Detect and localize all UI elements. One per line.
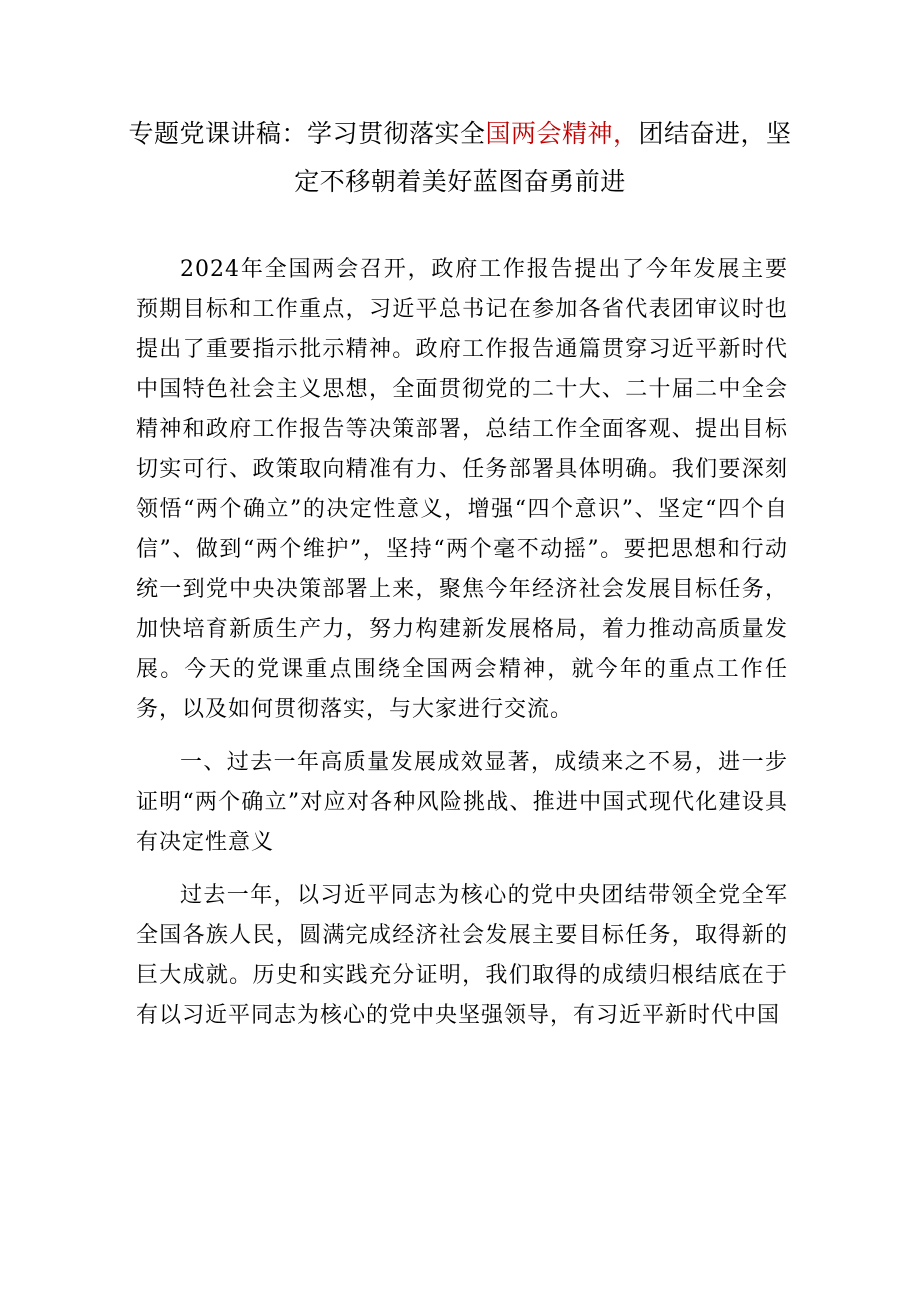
title-part-3: 团结奋进，坚定不移朝着美好蓝图奋勇前进 [294,119,792,196]
document-body [136,250,788,1036]
paragraph-section-1: 过去一年，以习近平同志为核心的党中央团结带领全党全军全国各族人民，圆满完成经济社会发展主要目标任务，取得新的巨大成就。历史和实践充分证明，我们取得的成绩归根结底在于有以习近平同志为核心的党中央坚强领导，有习近平新时代中国 [136,883,788,1028]
title-part-1: 专题党课讲稿：学习贯彻落实全 [128,119,486,148]
document-title [120,110,800,206]
title-part-2-highlight: 国两会精神， [485,119,639,148]
paragraph-intro: 2024年全国两会召开，政府工作报告提出了今年发展主要预期目标和工作重点，习近平总书记在参加各省代表团审议时也提出了重要指示批示精神。政府工作报告通篇贯穿习近平新时代中国特色社会主义思想，全面贯彻党的二十大、二十届二中全会精神和政府工作报告等决策部署，总结工作全面客观、提出目标切实可行、政策取向精准有力、任务部署具体明确。我们要深刻领悟“两个确立”的决定性意义，增强“四个意识”、坚定“四个自信”、做到“两个维护”，坚持“两个毫不动摇”。要把思想和行动统一到党中央决策部署上来，聚焦今年经济社会发展目标任务，加快培育新质生产力，努力构建新发展格局，着力推动高质量发展。今天的党课重点围绕全国两会精神，就今年的重点工作任务，以及如何贯彻落实，与大家进行交流。 [136,257,788,722]
section-heading-1: 一、过去一年高质量发展成效显著，成绩来之不易，进一步证明“两个确立”对应对各种风险挑战、推进中国式现代化建设具有决定性意义 [136,750,788,855]
